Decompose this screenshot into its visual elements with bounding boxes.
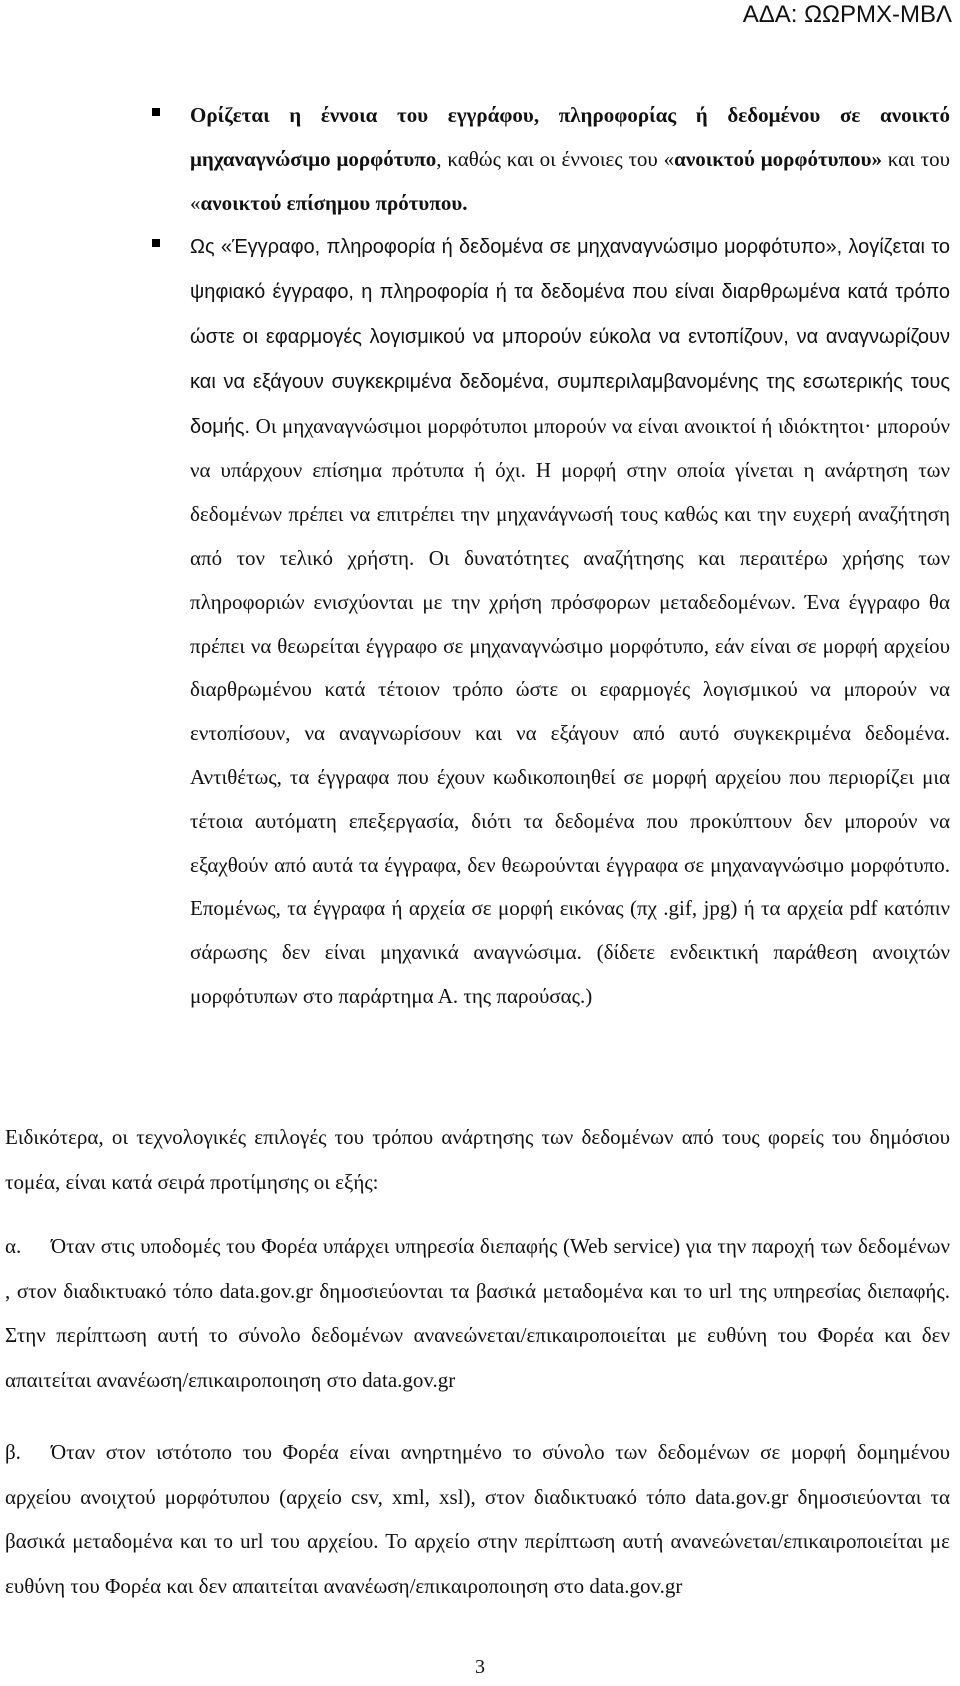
machine-readable-explanation: Οι μηχαναγνώσιμοι μορφότυποι μπορούν να είναι ανοικτοί ή ιδιόκτητοι· μπορούν να υπάρχουν επίσημα πρότυπα ή όχι. Η μορφή στην οποία γίνεται η ανάρτηση των δεδομένων πρέπει να επιτρέπει την μηχανάγνωσή τους καθώς και την ευχερή αναζήτηση από τον τελικό χρήστη. Οι δυνατότητες αναζήτησης και περαιτέρω χρήσης των πληροφοριών ενισχύονται με την χρήση πρόσφορων μεταδεδομένων. Ένα έγγραφο θα πρέπει να θεωρείται έγγραφο σε μηχαναγνώσιμο μορφότυπο, εάν είναι σε μορφή αρχείου διαρθρωμένου κατά τέτοιον τρόπο ώστε οι εφαρμογές λογισμικού να μπορούν να εντοπίσουν, να αναγνωρίσουν και να εξάγουν από αυτό συγκεκριμένα δεδομένα. Αντιθέτως, τα έγγραφα που έχουν κωδικοποιηθεί σε μορφή αρχείου που περιορίζει μια τέτοια αυτόματη επεξεργασία, διότι τα δεδομένα που προκύπτουν δεν μπορούν να εξαχθούν από αυτά τα έγγραφα, δεν θεωρούνται έγγραφα σε μηχαναγνώσιμο μορφότυπο. Επομένως, τα έγγραφα ή αρχεία σε μορφή εικόνας (πχ .gif, jpg) ή τα αρχεία pdf κατόπιν σάρωσης δεν είναι μηχανικά αναγνώσιμα. (δίδετε ενδεικτική παράθεση ανοιχτών μορφότυπων στο παράρτημα Α. της παρούσας.)	[190, 413, 950, 1008]
square-bullet-icon	[152, 108, 160, 116]
bullet-item-definition	[150, 94, 950, 225]
definition-text: , καθώς και οι έννοιες του «	[436, 146, 675, 171]
list-item-beta	[5, 1430, 950, 1608]
definition-bold-text: Ορίζεται η έννοια του εγγράφου, πληροφορίας ή δεδομένου σε ανοικτό μηχαναγνώσιμο μορφότυπο	[190, 103, 950, 171]
bullet-list	[150, 94, 950, 1019]
open-standard-term: ανοικτού επίσημου πρότυπου.	[200, 190, 468, 215]
open-format-term: ανοικτού μορφότυπου»	[674, 146, 882, 171]
list-text-beta: Όταν στον ιστότοπο του Φορέα είναι ανηρτημένο το σύνολο των δεδομένων σε μορφή δομημένου αρχείου ανοιχτού μορφότυπου (αρχείο csv, xml, xsl), στον διαδικτυακό τόπο data.gov.gr δημοσιεύονται τα βασικά μεταδομένα και το url του αρχείου. Το αρχείο στην περίπτωση αυτή ανανεώνεται/επικαιροποιείται με ευθύνη του Φορέα και δεν απαιτείται ανανέωση/επικαιροποιηση στο data.gov.gr	[5, 1440, 950, 1598]
machine-readable-definition: Ως «Έγγραφο, πληροφορία ή δεδομένα σε μηχαναγνώσιμο μορφότυπο», λογίζεται το ψηφιακό έγγραφο, η πληροφορία ή τα δεδομένα που είναι διαρθρωμένα κατά τρόπο ώστε οι εφαρμογές λογισμικού να μπορούν εύκολα να εντοπίζουν, να αναγνωρίζουν και να εξάγουν συγκεκριμένα δεδομένα, συμπεριλαμβανομένης της εσωτερικής τους δομής.	[190, 236, 950, 438]
list-marker-alpha: α.	[5, 1234, 22, 1258]
ada-header: ΑΔΑ: ΩΩΡΜΧ-ΜΒΛ	[742, 1, 952, 28]
definition-connector-text: και του «	[190, 146, 950, 215]
list-text-alpha: Όταν στις υποδομές του Φορέα υπάρχει υπηρεσία διεπαφής (Web service) για την παροχή των δεδομένων , στον διαδικτυακό τόπο data.gov.gr δημοσιεύονται τα βασικά μεταδομένα και το url της υπηρεσίας διεπαφής. Στην περίπτωση αυτή το σύνολο δεδομένων ανανεώνεται/επικαιροποιείται με ευθύνη του Φορέα και δεν απαιτείται ανανέωση/επικαιροποιηση στο data.gov.gr	[5, 1234, 950, 1392]
page-number: 3	[475, 1656, 485, 1678]
bullet-item-machine-readable	[150, 225, 950, 1018]
intro-paragraph: Ειδικότερα, οι τεχνολογικές επιλογές του τρόπου ανάρτησης των δεδομένων από τους φορείς του δημόσιου τομέα, είναι κατά σειρά προτίμησης οι εξής:	[5, 1125, 950, 1194]
square-bullet-icon	[152, 239, 160, 247]
list-item-alpha	[5, 1224, 950, 1402]
list-marker-beta: β.	[5, 1440, 21, 1464]
